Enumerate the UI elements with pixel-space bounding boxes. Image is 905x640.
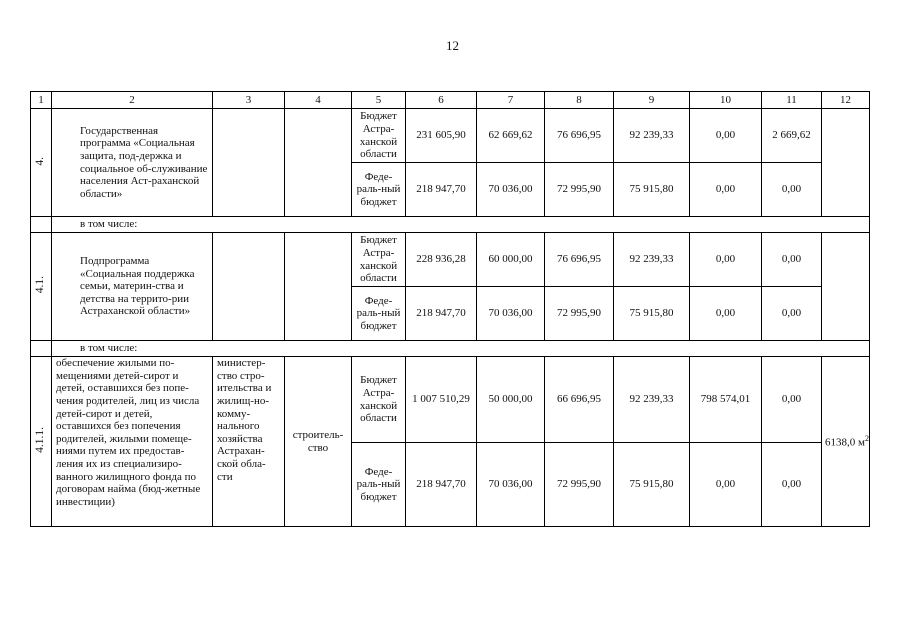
col-header-10: 10 xyxy=(690,92,762,109)
executor-cell xyxy=(213,109,285,217)
inclusive-row xyxy=(31,341,870,357)
value-cell: 92 239,33 xyxy=(614,233,690,287)
value-cell: 0,00 xyxy=(690,233,762,287)
value-cell: 0,00 xyxy=(762,287,822,341)
funding-source: Бюджет Астра-ханской области xyxy=(352,357,406,443)
value-cell: 70 036,00 xyxy=(477,443,545,527)
value-cell: 0,00 xyxy=(762,357,822,443)
value-cell: 75 915,80 xyxy=(614,163,690,217)
value-cell: 50 000,00 xyxy=(477,357,545,443)
table-row xyxy=(31,357,870,443)
col-header-2: 2 xyxy=(52,92,213,109)
col-header-3: 3 xyxy=(213,92,285,109)
value-cell: 0,00 xyxy=(690,287,762,341)
inclusive-row xyxy=(31,217,870,233)
value-cell: 75 915,80 xyxy=(614,443,690,527)
result-cell xyxy=(822,109,870,217)
value-cell: 0,00 xyxy=(690,109,762,163)
value-cell: 76 696,95 xyxy=(545,109,614,163)
col-header-5: 5 xyxy=(352,92,406,109)
value-cell: 70 036,00 xyxy=(477,163,545,217)
value-cell: 228 936,28 xyxy=(406,233,477,287)
row-number: 4.1.1. xyxy=(34,426,47,453)
value-cell: 60 000,00 xyxy=(477,233,545,287)
value-cell: 75 915,80 xyxy=(614,287,690,341)
funding-source: Феде-раль-ный бюджет xyxy=(352,287,406,341)
col-header-8: 8 xyxy=(545,92,614,109)
value-cell: 92 239,33 xyxy=(614,109,690,163)
executor-cell: министер-ство стро-ительства и жилищ-но-комму-нального хозяйства Астрахан-ской обла-сти xyxy=(213,357,285,527)
value-cell: 218 947,70 xyxy=(406,163,477,217)
col-header-7: 7 xyxy=(477,92,545,109)
direction-cell: строитель-ство xyxy=(285,357,352,527)
value-cell: 0,00 xyxy=(690,443,762,527)
col-header-4: 4 xyxy=(285,92,352,109)
row-number: 4.1. xyxy=(34,276,47,294)
row-title: Государственная программа «Социальная защита, под-держка и социальное об-служивание населения Аст-раханской области» xyxy=(52,109,213,217)
value-cell: 0,00 xyxy=(762,163,822,217)
row-number-cell xyxy=(31,357,52,527)
direction-cell xyxy=(285,233,352,341)
value-cell: 72 995,90 xyxy=(545,163,614,217)
funding-source: Бюджет Астра-ханской области xyxy=(352,109,406,163)
row-title: Подпрограмма «Социальная поддержка семьи, материн-ства и детства на террито-рии Астраханской области» xyxy=(52,233,213,341)
value-cell: 2 669,62 xyxy=(762,109,822,163)
row-number: 4. xyxy=(34,156,47,166)
row-title: обеспечение жилыми по-мещениями детей-сирот и детей, оставшихся без попе-чения родителей, лиц из числа детей-сирот и детей, оставшихся без попечения родителей, жилыми помеще-ниями путем их предостав-ления их из специализиро-ванного жилищного фонда по договорам найма (бюд-жетные инвестиции) xyxy=(52,357,213,527)
col-header-9: 9 xyxy=(614,92,690,109)
inclusive-label: в том числе: xyxy=(52,341,870,357)
value-cell: 231 605,90 xyxy=(406,109,477,163)
inclusive-label: в том числе: xyxy=(52,217,870,233)
value-cell: 72 995,90 xyxy=(545,443,614,527)
row-number-cell xyxy=(31,233,52,341)
value-cell: 66 696,95 xyxy=(545,357,614,443)
result-value: 6138,0 м xyxy=(825,436,865,449)
value-cell: 0,00 xyxy=(690,163,762,217)
table-row xyxy=(31,109,870,163)
funding-source: Бюджет Астра-ханской области xyxy=(352,233,406,287)
result-cell xyxy=(822,233,870,341)
funding-source: Феде-раль-ный бюджет xyxy=(352,163,406,217)
executor-cell xyxy=(213,233,285,341)
header-row xyxy=(31,92,870,109)
table-row xyxy=(31,233,870,287)
row-number-cell xyxy=(31,109,52,217)
result-unit-sup: 2 xyxy=(864,433,869,443)
value-cell: 798 574,01 xyxy=(690,357,762,443)
value-cell: 72 995,90 xyxy=(545,287,614,341)
value-cell: 62 669,62 xyxy=(477,109,545,163)
value-cell: 218 947,70 xyxy=(406,443,477,527)
page-number: 12 xyxy=(446,38,459,53)
value-cell: 76 696,95 xyxy=(545,233,614,287)
value-cell: 0,00 xyxy=(762,443,822,527)
budget-table xyxy=(30,91,870,527)
value-cell: 70 036,00 xyxy=(477,287,545,341)
col-header-1: 1 xyxy=(31,92,52,109)
result-cell xyxy=(822,357,870,527)
col-header-6: 6 xyxy=(406,92,477,109)
value-cell: 218 947,70 xyxy=(406,287,477,341)
col-header-12: 12 xyxy=(822,92,870,109)
direction-cell xyxy=(285,109,352,217)
value-cell: 1 007 510,29 xyxy=(406,357,477,443)
funding-source: Феде-раль-ный бюджет xyxy=(352,443,406,527)
col-header-11: 11 xyxy=(762,92,822,109)
value-cell: 92 239,33 xyxy=(614,357,690,443)
value-cell: 0,00 xyxy=(762,233,822,287)
